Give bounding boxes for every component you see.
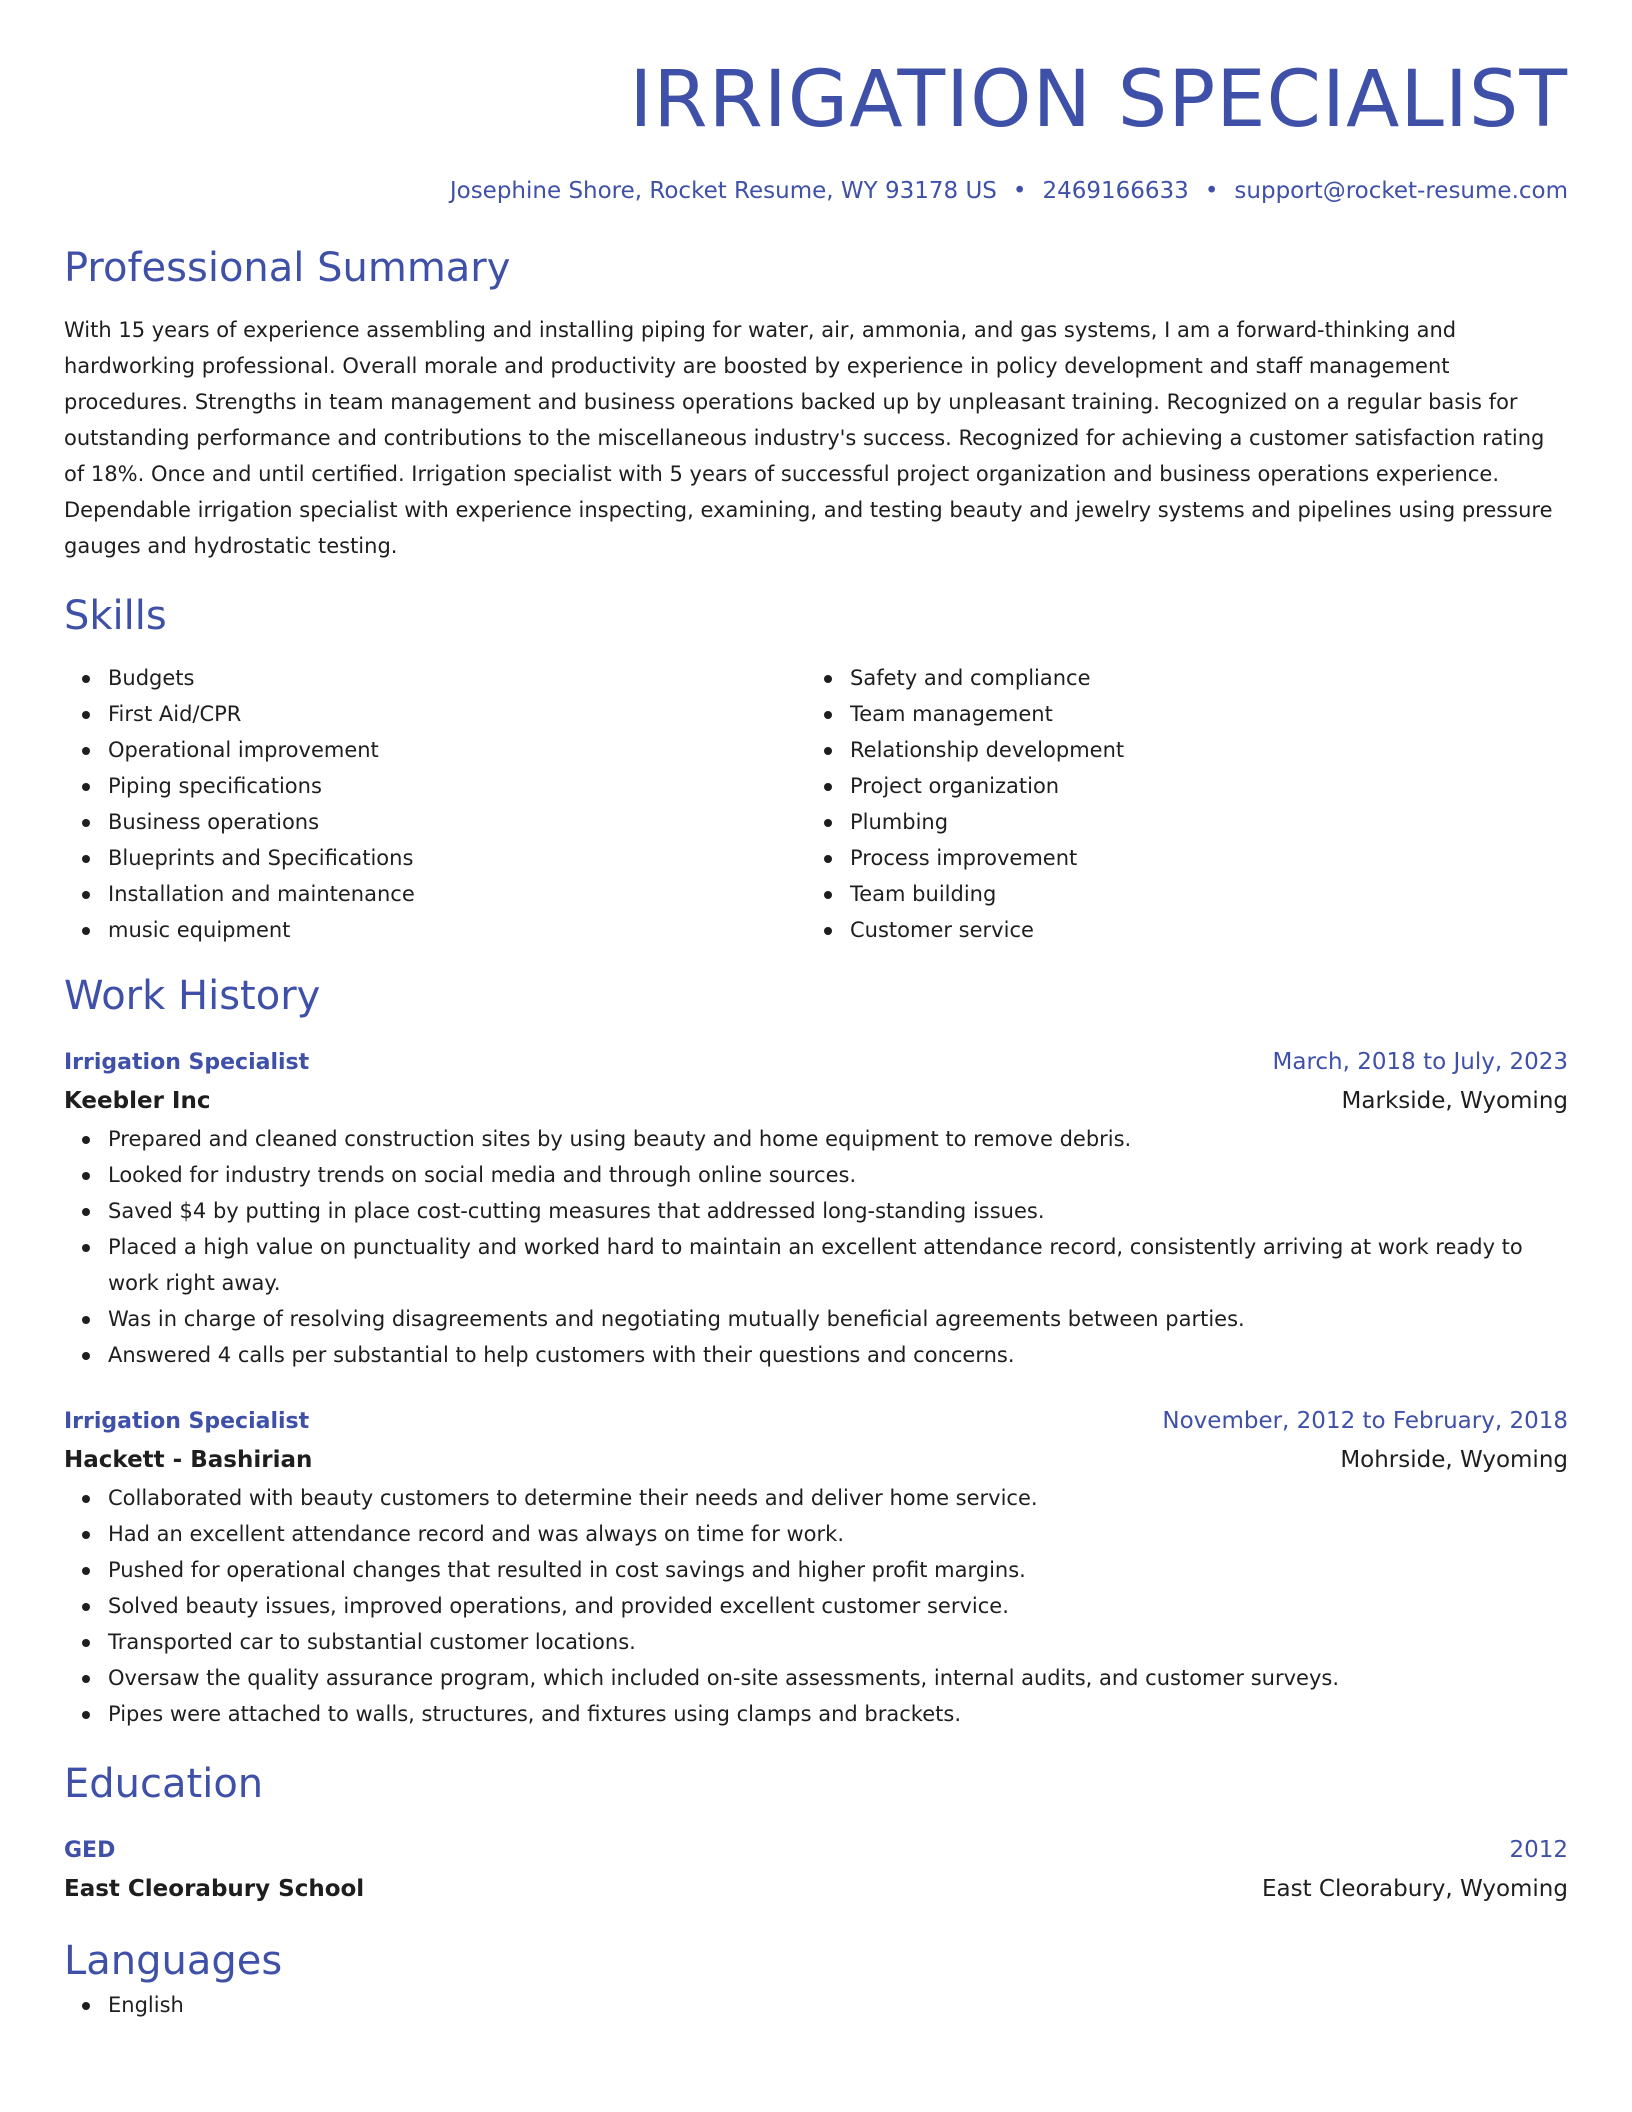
skill-item: [850, 768, 1548, 804]
skill-label: Team building: [850, 882, 997, 906]
job-duty: [108, 1229, 1568, 1301]
job-company-row: [64, 1081, 1568, 1121]
job-duties-list: [64, 1480, 1568, 1732]
job-duties-list: [64, 1121, 1568, 1373]
summary-heading: Professional Summary: [64, 245, 511, 291]
job-duty: [108, 1121, 1568, 1157]
education-year: 2012: [1509, 1837, 1568, 1863]
job-duty: [108, 1660, 1568, 1696]
job-header-row: [64, 1403, 1568, 1440]
job-duty: [108, 1588, 1568, 1624]
education-heading: Education: [64, 1761, 264, 1807]
skill-label: First Aid/CPR: [108, 702, 242, 726]
job-location: Mohrside, Wyoming: [1340, 1447, 1568, 1473]
skill-label: Relationship development: [850, 738, 1125, 762]
job-entry: [64, 1403, 1568, 1732]
skill-label: Piping specifications: [108, 774, 322, 798]
bullet-icon: [82, 783, 90, 791]
job-duty: [108, 1516, 1568, 1552]
bullet-icon: [82, 1208, 90, 1216]
skill-label: Plumbing: [850, 810, 949, 834]
resume-header: [64, 0, 1568, 206]
contact-separator: •: [1204, 178, 1219, 204]
job-duty-text: Prepared and cleaned construction sites by using beauty and home equipment to remove debris.: [108, 1127, 1132, 1151]
education-school-row: [64, 1869, 1568, 1909]
bullet-icon: [82, 1244, 90, 1252]
education-section: [64, 1758, 1568, 1909]
skill-item: [108, 696, 806, 732]
company-name: Hackett - Bashirian: [64, 1447, 313, 1473]
skill-label: Budgets: [108, 666, 195, 690]
work-history-section: [64, 970, 1568, 1732]
bullet-icon: [82, 819, 90, 827]
bullet-icon: [82, 675, 90, 683]
job-duty-text: Saved $4 by putting in place cost-cutting measures that addressed long-standing issues.: [108, 1199, 1045, 1223]
skills-column-right: [806, 660, 1548, 948]
skill-label: Operational improvement: [108, 738, 379, 762]
skills-grid: [64, 660, 1568, 948]
job-location: Markside, Wyoming: [1341, 1088, 1568, 1114]
job-title-heading: IRRIGATION SPECIALIST: [629, 55, 1568, 145]
bullet-icon: [824, 855, 832, 863]
skill-label: Installation and maintenance: [108, 882, 415, 906]
skill-item: [850, 840, 1548, 876]
job-duty-text: Answered 4 calls per substantial to help customers with their questions and concerns.: [108, 1343, 1015, 1367]
bullet-icon: [82, 1136, 90, 1144]
bullet-icon: [82, 1172, 90, 1180]
skill-item: [108, 768, 806, 804]
skill-label: Blueprints and Specifications: [108, 846, 414, 870]
skill-item: [850, 732, 1548, 768]
education-degree: GED: [64, 1838, 116, 1863]
job-duty: [108, 1480, 1568, 1516]
languages-section: [64, 1935, 1568, 2023]
job-duty: [108, 1337, 1568, 1373]
summary-text: With 15 years of experience assembling and installing piping for water, air, ammonia, and gas systems, I am a forward-thinking and hardworking professional. Overall morale and productivity are boosted by experience in policy development and staff management procedures. Strengths in team management and business operations backed up by unpleasant training. Recognized on a regular basis for outstanding performance and contributions to the miscellaneous industry's success. Recognized for achieving a customer satisfaction rating of 18%. Once and until certified. Irrigation specialist with 5 years of successful project organization and business operations experience. Dependable irrigation specialist with experience inspecting, examining, and testing beauty and jewelry systems and pipelines using pressure gauges and hydrostatic testing.: [64, 318, 1553, 558]
skill-item: [850, 876, 1548, 912]
job-dates: March, 2018 to July, 2023: [1272, 1049, 1568, 1075]
job-company-row: [64, 1440, 1568, 1480]
job-duty: [108, 1157, 1568, 1193]
job-duty-text: Pipes were attached to walls, structures, and fixtures using clamps and brackets.: [108, 1702, 961, 1726]
skill-label: music equipment: [108, 918, 291, 942]
skills-heading: Skills: [64, 593, 167, 639]
bullet-icon: [82, 1603, 90, 1611]
job-duty: [108, 1301, 1568, 1337]
skill-item: [108, 732, 806, 768]
skill-label: Business operations: [108, 810, 320, 834]
bullet-icon: [82, 1567, 90, 1575]
skills-column-left: [64, 660, 806, 948]
skill-label: Safety and compliance: [850, 666, 1091, 690]
bullet-icon: [82, 1352, 90, 1360]
skill-label: Customer service: [850, 918, 1034, 942]
job-duty-text: Was in charge of resolving disagreements and negotiating mutually beneficial agreements between parties.: [108, 1307, 1245, 1331]
bullet-icon: [82, 1675, 90, 1683]
contact-phone: 2469166633: [1042, 178, 1189, 204]
bullet-icon: [82, 747, 90, 755]
work-history-heading: Work History: [64, 973, 321, 1019]
job-duty-text: Transported car to substantial customer locations.: [108, 1630, 636, 1654]
summary-section: [64, 242, 1568, 564]
job-duty: [108, 1193, 1568, 1229]
bullet-icon: [82, 1495, 90, 1503]
language-item: [108, 1987, 1568, 2023]
bullet-icon: [82, 1711, 90, 1719]
bullet-icon: [82, 891, 90, 899]
company-name: Keebler Inc: [64, 1088, 211, 1114]
bullet-icon: [824, 783, 832, 791]
job-duty: [108, 1552, 1568, 1588]
skill-label: Project organization: [850, 774, 1060, 798]
job-duty: [108, 1696, 1568, 1732]
skill-item: [850, 696, 1548, 732]
education-entry: [64, 1832, 1568, 1909]
job-duty-text: Solved beauty issues, improved operations, and provided excellent customer service.: [108, 1594, 1009, 1618]
job-duty-text: Had an excellent attendance record and was always on time for work.: [108, 1522, 845, 1546]
bullet-icon: [824, 819, 832, 827]
bullet-icon: [82, 1316, 90, 1324]
skill-item: [108, 840, 806, 876]
bullet-icon: [82, 855, 90, 863]
languages-heading: Languages: [64, 1938, 283, 1984]
school-name: East Cleorabury School: [64, 1876, 365, 1902]
skill-item: [108, 804, 806, 840]
bullet-icon: [82, 2002, 90, 2010]
job-title: Irrigation Specialist: [64, 1409, 310, 1434]
job-title: Irrigation Specialist: [64, 1050, 310, 1075]
contact-address: Josephine Shore, Rocket Resume, WY 93178 US: [449, 178, 997, 204]
skills-section: [64, 590, 1568, 948]
job-duty: [108, 1624, 1568, 1660]
job-duty-text: Collaborated with beauty customers to determine their needs and deliver home service.: [108, 1486, 1038, 1510]
bullet-icon: [82, 1531, 90, 1539]
bullet-icon: [824, 927, 832, 935]
job-header-row: [64, 1044, 1568, 1081]
skill-item: [850, 912, 1548, 948]
education-header-row: [64, 1832, 1568, 1869]
job-dates: November, 2012 to February, 2018: [1162, 1408, 1568, 1434]
language-label: English: [108, 1993, 184, 2017]
languages-list: [64, 1987, 1568, 2023]
skill-item: [108, 876, 806, 912]
contact-separator: •: [1012, 178, 1027, 204]
job-duty-text: Oversaw the quality assurance program, which included on-site assessments, internal audits, and customer surveys.: [108, 1666, 1340, 1690]
job-duty-text: Pushed for operational changes that resulted in cost savings and higher profit margins.: [108, 1558, 1026, 1582]
skill-item: [850, 660, 1548, 696]
bullet-icon: [82, 711, 90, 719]
skill-label: Team management: [850, 702, 1053, 726]
job-duty-text: Placed a high value on punctuality and worked hard to maintain an excellent attendance record, consistently arriving at work ready to work right away.: [108, 1235, 1523, 1295]
skill-item: [108, 912, 806, 948]
skill-item: [108, 660, 806, 696]
bullet-icon: [82, 1639, 90, 1647]
skill-item: [850, 804, 1548, 840]
job-duty-text: Looked for industry trends on social media and through online sources.: [108, 1163, 857, 1187]
school-location: East Cleorabury, Wyoming: [1261, 1876, 1568, 1902]
bullet-icon: [824, 891, 832, 899]
skill-label: Process improvement: [850, 846, 1078, 870]
bullet-icon: [824, 675, 832, 683]
bullet-icon: [824, 711, 832, 719]
contact-line: [64, 176, 1568, 206]
bullet-icon: [82, 927, 90, 935]
bullet-icon: [824, 747, 832, 755]
job-entry: [64, 1044, 1568, 1373]
contact-email: support@rocket-resume.com: [1234, 178, 1568, 204]
